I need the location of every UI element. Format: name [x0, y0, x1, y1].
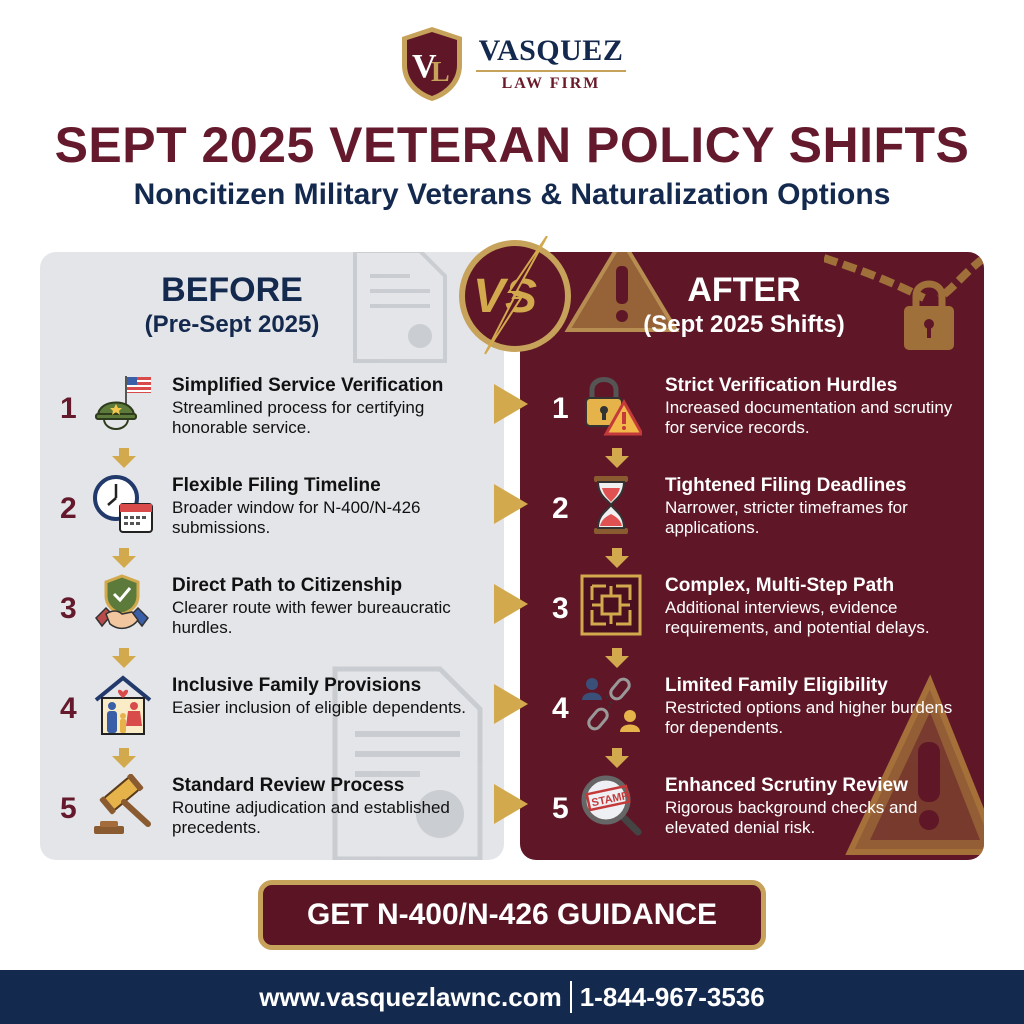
- item-title: Complex, Multi-Step Path: [665, 575, 895, 596]
- item-description: Routine adjudication and established precedents.: [172, 798, 450, 837]
- get-guidance-button[interactable]: GET N-400/N-426 GUIDANCE: [258, 880, 766, 950]
- right-arrow-icon: [494, 684, 528, 724]
- after-item-4: 4 Limited Family Eligibility Restricted options and higher burdens for dependents.: [520, 674, 984, 754]
- right-arrow-icon: [494, 384, 528, 424]
- family-house-icon: [92, 674, 154, 736]
- logo-divider: [476, 70, 626, 72]
- right-arrow-icon: [494, 784, 528, 824]
- page-subtitle: Noncitizen Military Veterans & Naturalization Options: [133, 178, 891, 211]
- before-item-5: 5 Standard Review Process Routine adjudication and established precedents.: [40, 774, 504, 854]
- down-arrow-icon: [112, 448, 136, 468]
- item-title: Inclusive Family Provisions: [172, 675, 422, 696]
- gavel-icon: [92, 774, 154, 836]
- before-item-4: 4 Inclusive Family Provisions Easier inclusion of eligible dependents.: [40, 674, 504, 754]
- after-item-1: 1 Strict Verification Hurdles Increased documentation and scrutiny for service records.: [520, 374, 984, 454]
- svg-text:VS: VS: [473, 270, 538, 323]
- after-item-5: 5 STAMP Enhanced Scrutiny Review Rigorous background checks and elevated denial risk.: [520, 774, 984, 854]
- down-arrow-icon: [605, 648, 629, 668]
- right-arrow-icon: [494, 584, 528, 624]
- item-title: Standard Review Process: [172, 775, 405, 796]
- item-description: Increased documentation and scrutiny for service records.: [665, 398, 953, 437]
- item-title: Strict Verification Hurdles: [665, 375, 898, 396]
- logo-subtitle: LAW FIRM: [501, 75, 601, 92]
- item-description: Rigorous background checks and elevated denial risk.: [665, 798, 918, 837]
- clock-calendar-icon: [92, 474, 154, 536]
- item-description: Easier inclusion of eligible dependents.: [172, 698, 466, 717]
- before-heading: BEFORE (Pre-Sept 2025): [144, 271, 320, 338]
- footer-divider: [570, 981, 572, 1013]
- down-arrow-icon: [112, 748, 136, 768]
- shield-handshake-icon: [92, 574, 154, 636]
- website-link[interactable]: www.vasquezlawnc.com: [259, 981, 562, 1012]
- hourglass-icon: [580, 474, 642, 536]
- item-title: Enhanced Scrutiny Review: [665, 775, 908, 796]
- shield-logo-icon: [398, 25, 466, 103]
- after-heading: AFTER (Sept 2025 Shifts): [643, 271, 845, 338]
- item-title: Simplified Service Verification: [172, 375, 444, 396]
- item-title: Tightened Filing Deadlines: [665, 475, 907, 496]
- down-arrow-icon: [112, 548, 136, 568]
- svg-text:STAMP: STAMP: [590, 789, 630, 810]
- before-item-2: 2 Flexible Filing Timeline Broader window for N-400/N-426 submissions.: [40, 474, 504, 554]
- down-arrow-icon: [605, 548, 629, 568]
- item-description: Broader window for N-400/N-426 submissions.: [172, 498, 421, 537]
- helmet-flag-icon: [92, 374, 154, 436]
- maze-icon: [580, 574, 642, 636]
- down-arrow-icon: [112, 648, 136, 668]
- item-description: Narrower, stricter timeframes for applications.: [665, 498, 908, 537]
- phone-link[interactable]: 1-844-967-3536: [579, 981, 765, 1012]
- item-description: Clearer route with fewer bureaucratic hurdles.: [172, 598, 451, 637]
- after-item-3: 3 Complex, Multi-Step Path Additional interviews, evidence requirements, and potential delays.: [520, 574, 984, 654]
- before-item-3: 3 Direct Path to Citizenship Clearer route with fewer bureaucratic hurdles.: [40, 574, 504, 654]
- after-item-2: 2 Tightened Filing Deadlines Narrower, stricter timeframes for applications.: [520, 474, 984, 554]
- after-panel: [520, 252, 984, 860]
- right-arrow-icon: [494, 484, 528, 524]
- before-item-1: 1 Simplified Service Verification Streamlined process for certifying honorable service.: [40, 374, 504, 454]
- svg-text:L: L: [431, 57, 450, 88]
- item-description: Restricted options and higher burdens for dependents.: [665, 698, 953, 737]
- svg-text:V: V: [412, 48, 437, 85]
- down-arrow-icon: [605, 748, 629, 768]
- before-panel: [40, 252, 504, 860]
- broken-chain-people-icon: [580, 674, 642, 736]
- page-title: SEPT 2025 VETERAN POLICY SHIFTS: [54, 117, 970, 173]
- law-firm-logo: [398, 24, 638, 104]
- down-arrow-icon: [605, 448, 629, 468]
- lock-warning-icon: [580, 374, 642, 436]
- versus-badge: [455, 236, 575, 356]
- magnifier-stamp-icon: [580, 774, 642, 836]
- item-title: Limited Family Eligibility: [665, 675, 888, 696]
- logo-name: VASQUEZ: [478, 34, 624, 67]
- item-title: Direct Path to Citizenship: [172, 575, 403, 596]
- item-title: Flexible Filing Timeline: [172, 475, 381, 496]
- item-description: Streamlined process for certifying honorable service.: [172, 398, 425, 437]
- footer-bar: [0, 970, 1024, 1024]
- item-description: Additional interviews, evidence requirements, and potential delays.: [665, 598, 930, 637]
